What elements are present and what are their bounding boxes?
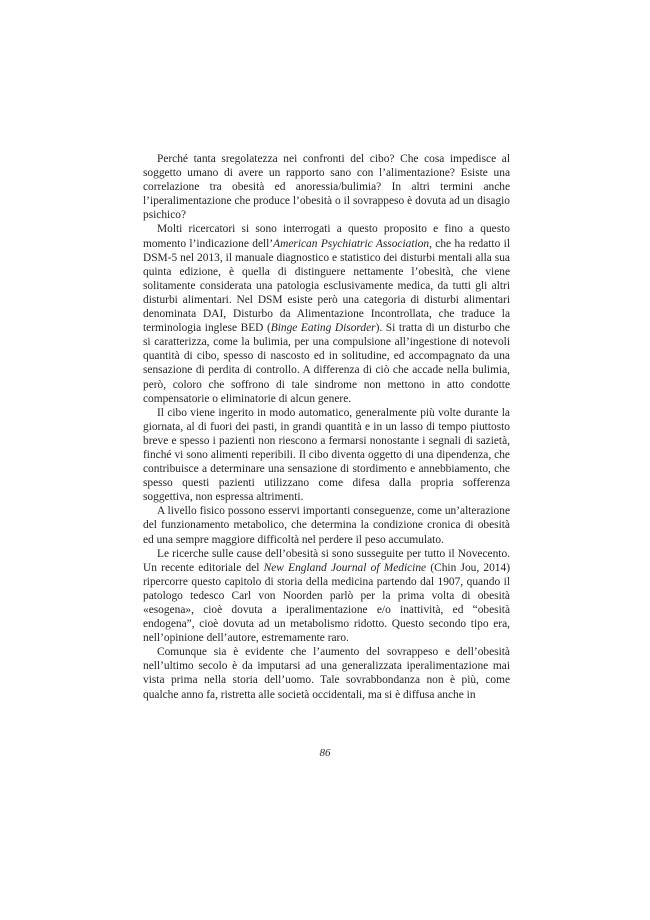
paragraph-6: Comunque sia è evidente che l’aumento del sovrappeso e dell’obesità nell’ultimo secolo è da imputarsi ad una generalizzata iperalimentazione mai vista prima nella storia dell’uomo. Tale sovrabbondanza non è più, come qualche anno fa, ristretta alle società occidentali, ma si è diffusa anche in [143, 646, 510, 701]
paragraph-5: Le ricerche sulle cause dell’obesità si sono susseguite per tutto il Novecento. Un recente editoriale del New England Journal of Medicine (Chin Jou, 2014) ripercorre questo capitolo di storia della medicina partendo dal 1907, quando il patologo tedesco Carl von Noorden parlò per la prima volta di obesità «esogena», cioè dovuta a iperalimentazione e/o inattività, ed “obesità endogena”, cioè dovuta ad un metabolismo ridotto. Questo secondo tipo era, nell’opinione dell’autore, estremamente raro. [143, 547, 510, 645]
paragraph-3: Il cibo viene ingerito in modo automatico, generalmente più volte durante la giornata, al di fuori dei pasti, in grandi quantità e in un lasso di tempo piuttosto breve e spesso i pazienti non riescono a fermarsi nonostante i segnali di sazietà, finché vi sono alimenti reperibili. Il cibo diventa oggetto di una dipendenza, che contribuisce a determinare una sensazione di stordimento e annebbiamento, che spesso questi pazienti utilizzano come difesa dalla propria sofferenza soggettiva, non espressa altrimenti. [143, 406, 510, 504]
page-number: 86 [319, 747, 331, 759]
italic-nejm: New England Journal of Medicine [263, 561, 427, 574]
paragraph-4: A livello fisico possono esservi importanti conseguenze, come un’alterazione del funzionamento metabolico, che determina la condizione cronica di obesità ed una sempre maggiore difficoltà nel perdere il peso accumulato. [143, 505, 510, 546]
italic-apa: American Psychiatric Association [273, 237, 430, 250]
italic-bed: Binge Eating Disorder [270, 322, 376, 335]
paragraph-1: Perché tanta sregolatezza nei confronti del cibo? Che cosa impedisce al soggetto umano di avere un rapporto sano con l’alimentazione? Esiste una correlazione tra obesità ed anoressia/bulimia? In altri termini anche l’iperalimentazione che produce l’obesità o il sovrappeso è dovuta ad un disagio psichico? [143, 153, 510, 222]
paragraph-2: Molti ricercatori si sono interrogati a questo proposito e fino a questo momento l’indicazione dell’American Psychiatric Association, che ha redatto il DSM-5 nel 2013, il manuale diagnostico e statistico dei disturbi mentali alla sua quinta edizione, è quella di distinguere nettamente l’obesità, che viene solitamente considerata una patologia esclusivamente medica, da tutti gli altri disturbi alimentari. Nel DSM esiste però una categoria di disturbi alimentari denominata DAI, Disturbo da Alimentazione Incontrollata, che traduce la terminologia inglese BED (Binge Eating Disorder). Si tratta di un disturbo che si caratterizza, come la bulimia, per una compulsione all’ingestione di notevoli quantità di cibo, spesso di nascosto ed in solitudine, ed accompagnato da una sensazione di perdita di controllo. A differenza di ciò che accade nella bulimia, però, coloro che soffrono di tale sindrome non mettono in atto condotte compensatorie o eliminatorie di alcun genere. [143, 223, 510, 405]
body-text [143, 152, 510, 702]
